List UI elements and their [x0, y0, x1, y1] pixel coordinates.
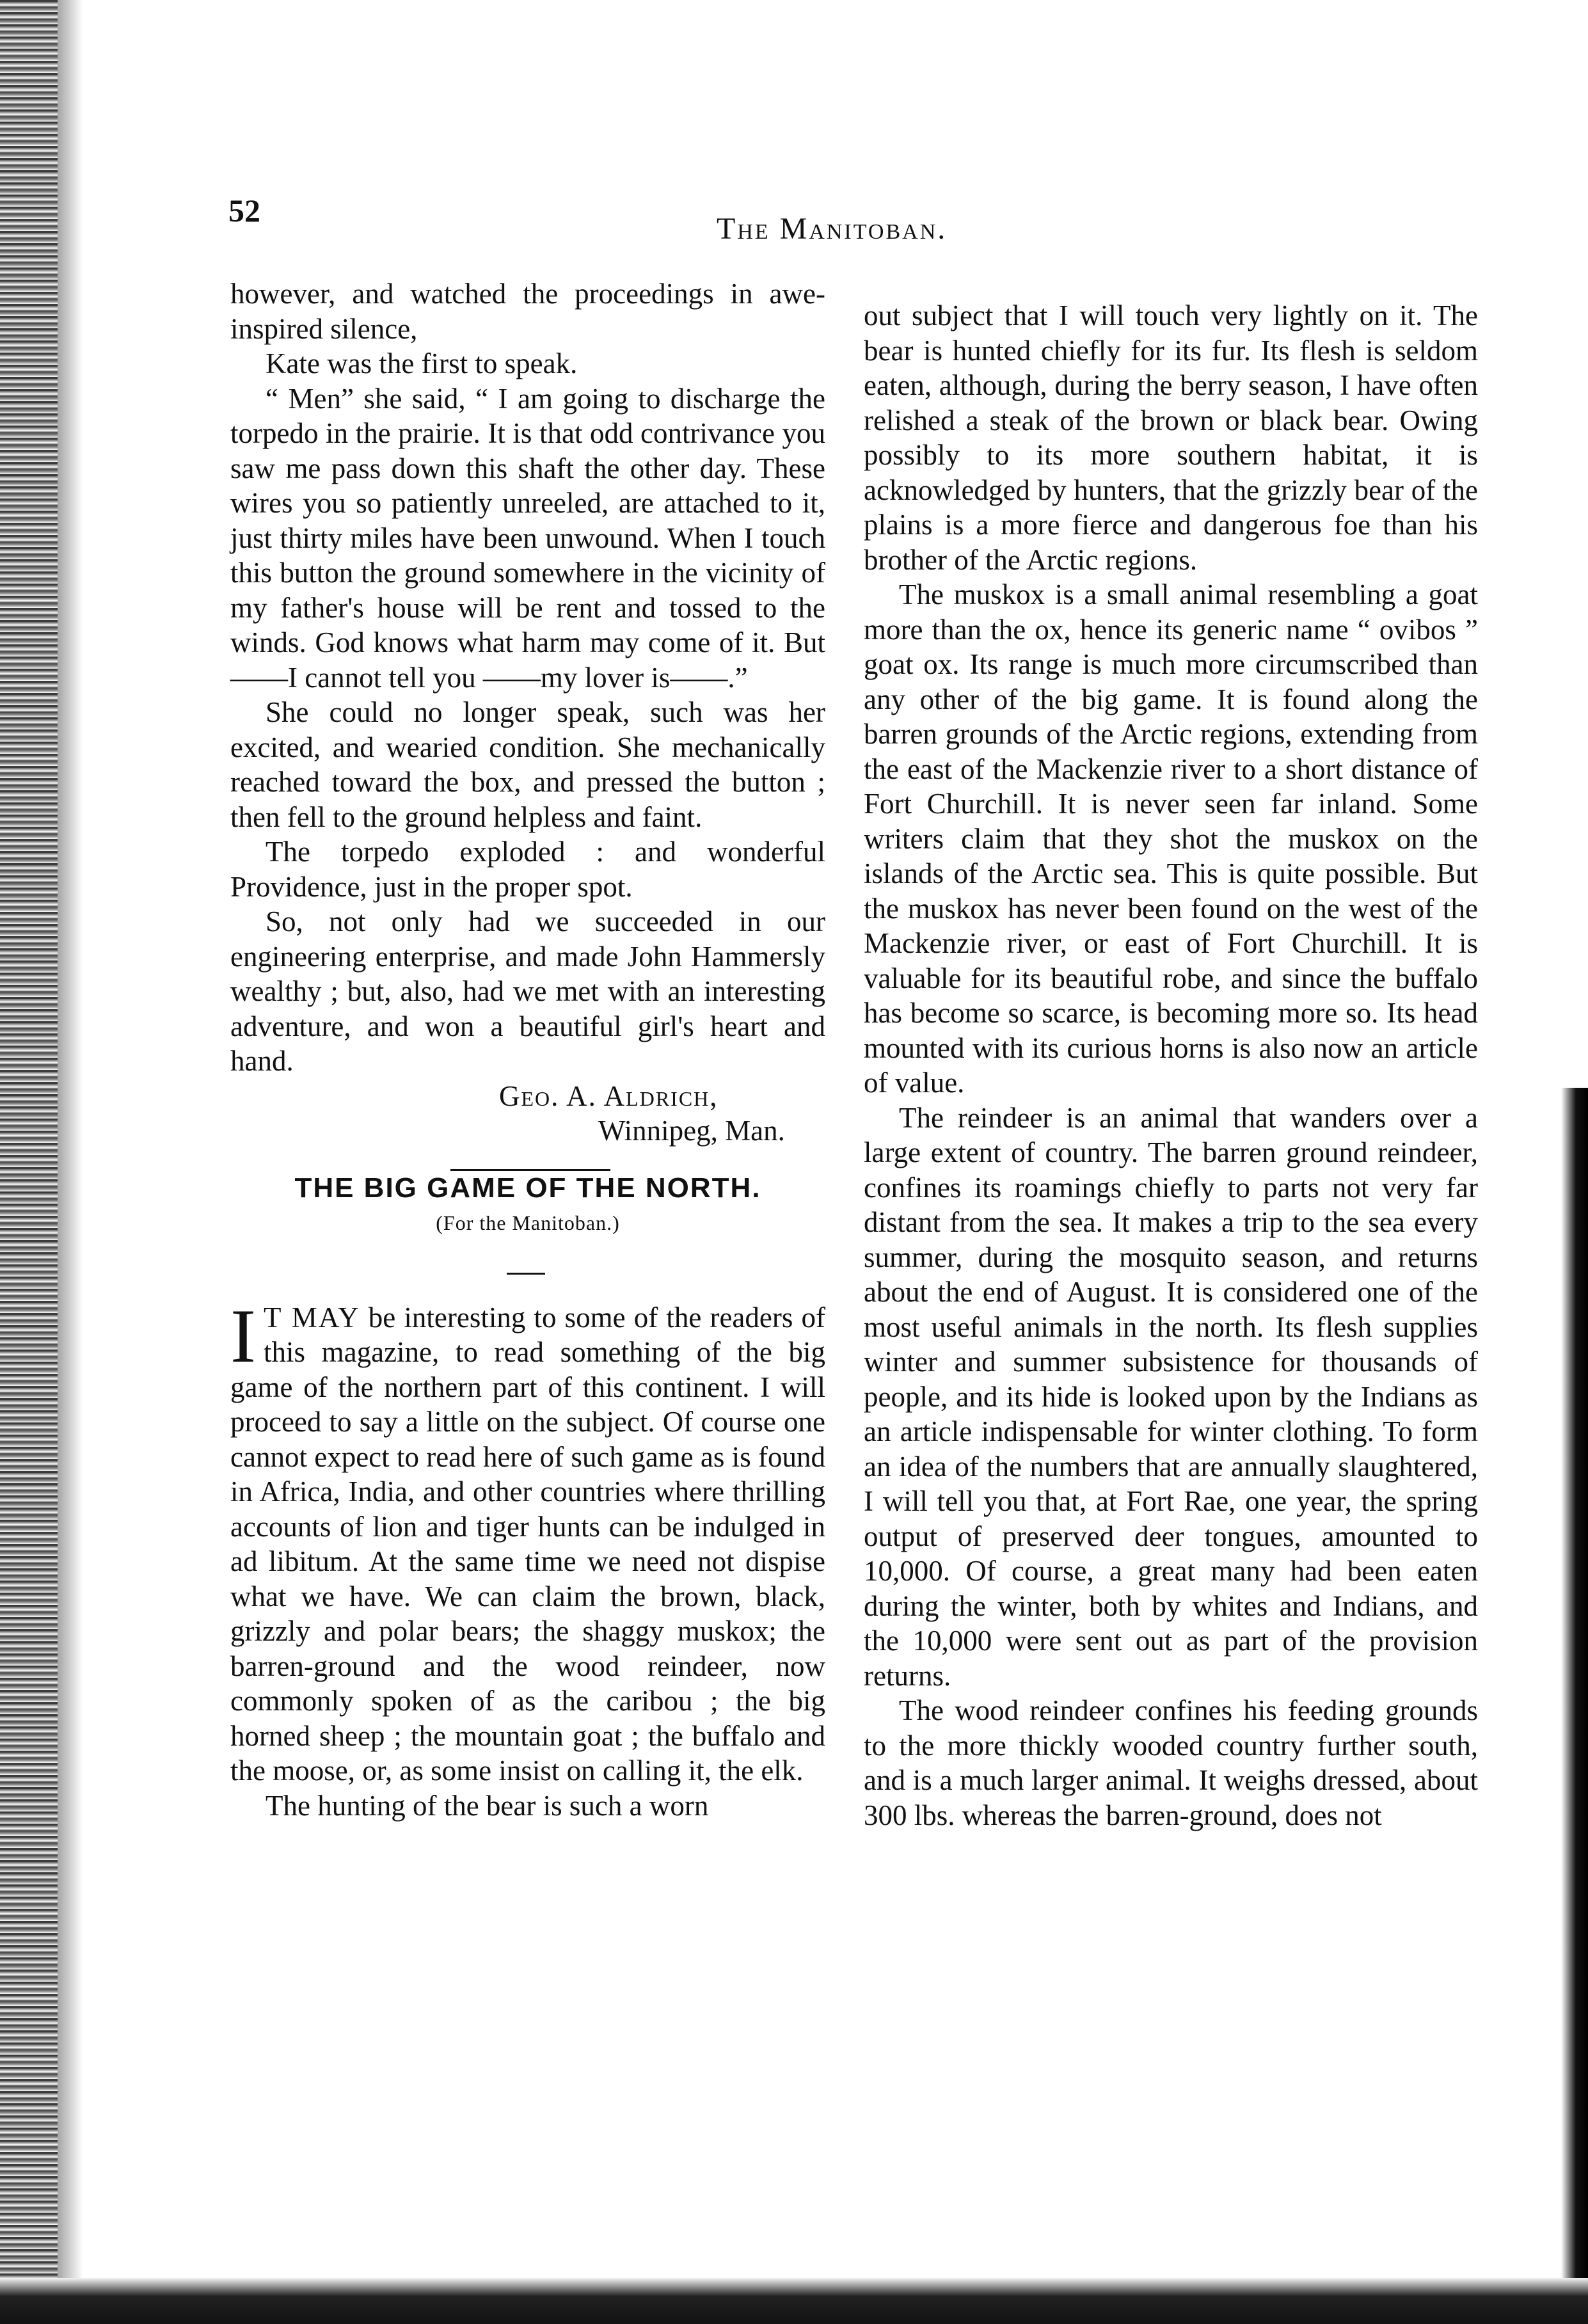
- lead-caps: T MAY: [263, 1301, 360, 1333]
- author-signature: Geo. A. Aldrich,: [499, 1079, 719, 1112]
- paragraph: So, not only had we succeeded in our engineering enterprise, and made John Hammersly wealthy ; but, also, had we met with an interesting adventure, and won a beautiful girl's heart and hand.: [230, 905, 825, 1077]
- running-head: The Manitoban.: [717, 212, 948, 246]
- paragraph: The reindeer is an animal that wanders over a large extent of country. The barren ground reindeer, confines its roamings chiefly to parts not very far distant from the sea. It makes a trip to the sea every summer, during the mosquito season, and returns about the end of August. It is considered one of the most useful animals in the north. Its flesh supplies winter and summer subsistence for thousands of people, and its hide is looked upon by the Indians as an article indispensable for winter clothing. To form an idea of the numbers that are annually slaughtered, I will tell you that, at Fort Rae, one year, the spring output of preserved deer tongues, amounted to 10,000. Of course, a great many had been eaten during the winter, both by whites and Indians, and the 10,000 were sent out as part of the provision returns.: [864, 1101, 1478, 1692]
- drop-cap: I: [230, 1293, 256, 1378]
- scan-right-edge: [1561, 1088, 1588, 2324]
- paragraph: The torpedo exploded : and wonderful Providence, just in the proper spot.: [230, 836, 825, 903]
- paragraph: She could no longer speak, such was her excited, and wearied condition. She mechanically reached toward the box, and pressed the button ; then fell to the ground helpless and faint.: [230, 696, 825, 833]
- paragraph: “ Men” she said, “ I am going to discharge the torpedo in the prairie. It is that odd contrivance you saw me pass down this shaft the other day. These wires you so patiently unreeled, are attached to it, just thirty miles have been unwound. When I touch this button the ground somewhere in the vicinity of my father's house will be rent and tossed to the winds. God knows what harm may come of it. But——I cannot tell you ——my lover is——.”: [230, 382, 825, 694]
- author-location: Winnipeg, Man.: [598, 1115, 785, 1147]
- paragraph: The wood reindeer confines his feeding grounds to the more thickly wooded country further south, and is a much larger animal. It weighs dressed, about 300 lbs. whereas the barren-ground, does not: [864, 1694, 1478, 1831]
- paragraph: [230, 1293, 825, 1788]
- paragraph: Kate was the first to speak.: [266, 347, 578, 379]
- scan-left-edge: [0, 0, 58, 2324]
- right-column: [864, 298, 1478, 1833]
- article-credit: (For the Manitoban.): [436, 1211, 620, 1234]
- left-column: [230, 276, 825, 1823]
- article-title: THE BIG GAME OF THE NORTH.: [294, 1172, 761, 1204]
- paragraph: The hunting of the bear is such a worn: [266, 1789, 709, 1822]
- title-divider: [507, 1273, 545, 1275]
- paragraph: however, and watched the proceedings in awe-inspired silence,: [230, 278, 825, 345]
- page-number: 52: [228, 193, 260, 228]
- scan-left-shadow: [58, 0, 83, 2324]
- paragraph: The muskox is a small animal resembling a goat more than the ox, hence its generic name “ ovibos ” goat ox. Its range is much more circumscribed than any other of the big game. It is found along the barren grounds of the Arctic regions, extending from the east of the Mackenzie river to a short distance of Fort Churchill. It is never seen far inland. Some writers claim that they shot the muskox on the islands of the Arctic sea. This is quite possible. But the muskox has never been found on the west of the Mackenzie river, or east of Fort Churchill. It is valuable for its beautiful robe, and since the buffalo has become so scarce, is becoming more so. Its head mounted with its curious horns is also now an article of value.: [864, 578, 1478, 1099]
- paragraph: out subject that I will touch very lightly on it. The bear is hunted chiefly for its fur. Its flesh is seldom eaten, although, during the berry season, I have often relished a steak of the brown or black bear. Owing possibly to its more southern habitat, it is acknowledged by hunters, that the grizzly bear of the plains is a more fierce and dangerous foe than his brother of the Arctic regions.: [864, 299, 1478, 576]
- scan-bottom-edge: [0, 2278, 1588, 2324]
- paragraph-text: be interesting to some of the readers of this magazine, to read something of the big game of the northern part of this continent. I will proceed to say a little on the subject. Of course one cannot expect to read here of such game as is found in Africa, India, and other countries where thrilling accounts of lion and tiger hunts can be indulged in ad libitum. At the same time we need not dispise what we have. We can claim the brown, black, grizzly and polar bears; the shaggy muskox; the barren-ground and the wood reindeer, now commonly spoken of as the caribou ; the big horned sheep ; the mountain goat ; the buffalo and the moose, or, as some insist on calling it, the elk.: [230, 1301, 825, 1787]
